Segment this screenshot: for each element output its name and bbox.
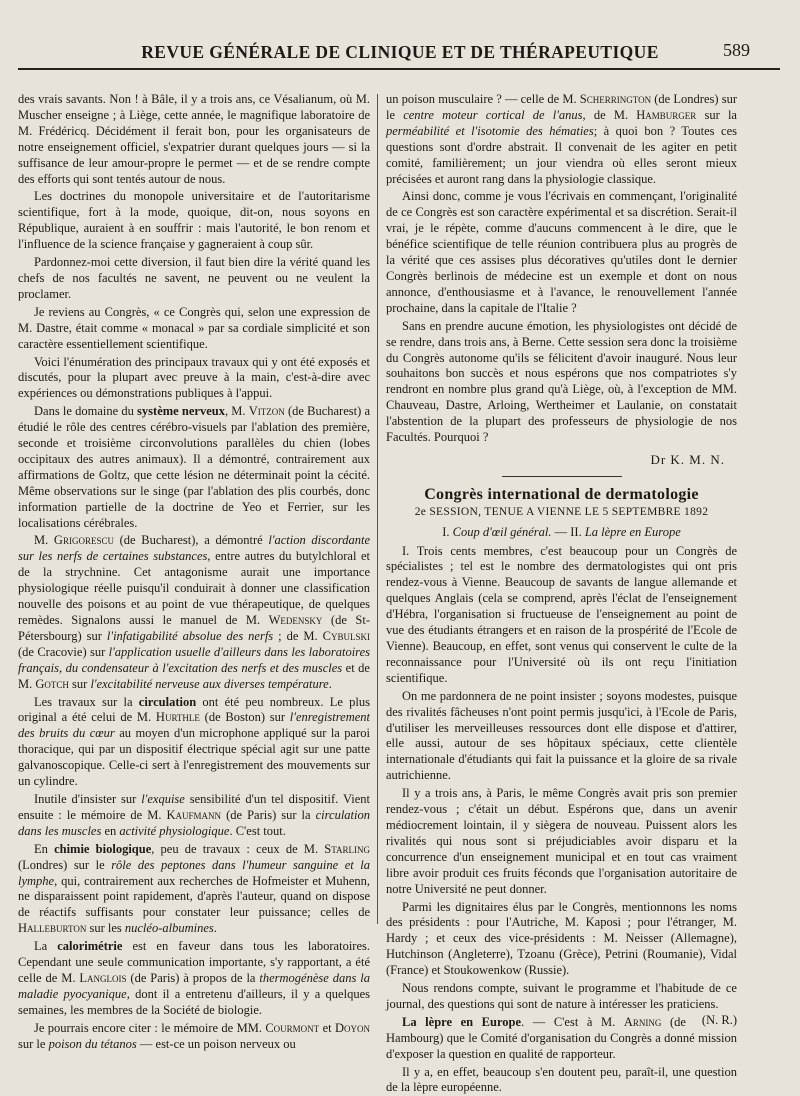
journal-title: REVUE GÉNÉRALE DE CLINIQUE ET DE THÉRAPEUTIQUE	[141, 42, 659, 62]
author-name: Doyon	[334, 1020, 370, 1035]
paragraph: La lèpre en Europe. — C'est à M. Arning (de Hambourg) que le Comité d'organisation du Congrès a donné mission d'exposer la question en qualité de rapporteur.	[386, 1014, 737, 1061]
paragraph: Les doctrines du monopole universitaire et de l'autoritarisme scientifique, fort à la mode, quoique, dit-on, nous soyons en République, auraient à en souffrir : mais l'autorité, le bon renom et l'influence de la science française y gagneraient à coup sûr.	[18, 189, 370, 252]
section-divider	[502, 476, 622, 477]
section-title: Congrès international de dermatologie	[424, 485, 699, 503]
section-parts: I. Coup d'œil général. — II. La lèpre en Europe	[442, 524, 681, 539]
page-number: 589	[723, 40, 750, 60]
author-name: Gotch	[35, 676, 69, 691]
author-name: Starling	[324, 841, 371, 856]
paragraph: La calorimétrie est en faveur dans tous les laboratoires. Cependant une seule communication importante, s'y rapportant, a été celle de M. Langlois (de Paris) à propos de la thermogénèse dans la maladie pyocyanique, dont il a entretenu d'ailleurs, il y a quelques semaines, les membres de la Société de biologie.	[18, 939, 370, 1017]
author-name: Arning	[623, 1014, 662, 1029]
paragraph: I. Trois cents membres, c'est beaucoup pour un Congrès de spécialistes ; tel est le nombre des dermatologistes qui ont pris rendez-vous à Vienne. Beaucoup de savants de langue allemande et quelques Anglais (cela se comprend, après l'éclat de l'enseignement d'Hébra, l'organisation si fructueuse de l'enseignement au point de vue des étudiants étrangers et en raison de la prospérité de l'Ecole de Vienne). Beaucoup, en effet, sont venus qui conservent le culte de la reconnaissance pour l'Université où ils ont reçu l'initiation scientifique.	[386, 543, 737, 685]
paragraph: Ainsi donc, comme je vous l'écrivais en commençant, l'originalité de ce Congrès est son caractère expérimental et sa discrétion. Serait-il vrai, je le répète, comme d'aucuns commencent à le dire, que le bénéfice scientifique de telle réunion contribuera plus au progrès de la vérité que ces assises plus décoratives qu'utiles dont le dernier Congrès berlinois de médecine est un exemple et dont on nous annonce, d'enthousiasme et à l'avance, le renouvellement l'année prochaine, dans la capitale de l'Italie ?	[386, 189, 737, 315]
signature: Dr K. M. N.	[650, 451, 725, 467]
paragraph: Dans le domaine du système nerveux, M. Vitzon (de Bucharest) a étudié le rôle des centres cérébro-visuels par l'ablation des première, seconde et troisième circonvolutions parallèles du chien (lobes occipitaux des autres animaux). Il a démontré, contrairement aux affirmations de Goltz, que cette lésion ne déterminait point la cécité. Même observations sur le singe (par l'ablation des plis courbés, donc information partielle de la doctrine de Yeo et Ferrier, sur les localisations cérébrales.	[18, 404, 370, 530]
paragraph: Il y a trois ans, à Paris, le même Congrès avait pris son premier rendez-vous ; c'était un début. Espérons que, dans un avenir médiocrement lointain, il y siègera de nouveau. Puissent alors les rivalités qui nous sont si préjudiciables avoir disparu et la concurrence d'un enseignement municipal et en tout cas vraiment libre avoir produit ces fruits féconds que l'organisation autoritaire de notre Université ne peut donner.	[386, 786, 737, 896]
author-name: Hurthle	[155, 710, 200, 725]
paragraph: Voici l'énumération des principaux travaux qui y ont été exposés et discutés, pour la plupart avec preuve à la main, c'est-à-dire avec expériences ou démonstrations publiques à l'appui.	[18, 354, 370, 401]
paragraph: Sans en prendre aucune émotion, les physiologistes ont décidé de se rendre, dans trois ans, à Berne. Cette session sera donc la troisième du Congrès autonome qu'ils se félicitent d'avoir inauguré. Nous leur souhaitons bon succès et nous espérons que nos compatriotes s'y rendront en nombre plus grand qu'à Liège, où, à l'exception de MM. Chauveau, Dastre, Arloing, Wertheimer et Laulanie, on constatait l'abstention de la plupart des professeurs de physiologie de nos Facultés. Pourquoi ?	[386, 318, 737, 445]
paragraph: Parmi les dignitaires élus par le Congrès, mentionnons les noms des présidents : pour l'Autriche, M. Kaposi ; pour l'étranger, M. Hardy ; et ceux des vice-présidents : M. Neisser (Allemagne), Hutchinson (Angleterre), Tzoanu (Grèce), Petrini (Roumanie), Vidal (France) et Stoukowenkow (Russie).	[386, 899, 737, 978]
editor-note: (N. R.)	[701, 1012, 737, 1027]
paragraph: un poison musculaire ? — celle de M. Scherrington (de Londres) sur le centre moteur cortical de l'anus, de M. Hamburger sur la perméabilité et l'isotomie des hématies; à quoi bon ? Toutes ces questions sont d'ordre abstrait. Il convenait de les agiter en petit comité, familièrement; un jour viendra où elles seront mieux précisées et auront rang dans la physiologie classique.	[386, 92, 737, 186]
author-name: Vitzon	[248, 404, 285, 419]
author-name: Wedensky	[268, 613, 323, 627]
paragraph: M. Grigorescu (de Bucharest), a démontré l'action discordante sur les nerfs de certaines substances, entre autres du butylchloral et de la strychnine. Cet antagonisme aurait une importance physiologique réelle puisqu'il conduirait à donner une classification nouvelle des poisons et au point de vue thérapeutique, de quelques remèdes. Signalons aussi le manuel de M. Wedensky (de St-Pétersbourg) sur l'infatigabilité absolue des nerfs ; de M. Cybulski (de Cracovie) sur l'application usuelle d'ailleurs dans les laboratoires français, du condensateur à l'excitation des nerfs et des muscles et de M. Gotch sur l'excitabilité nerveuse aux diverses température.	[18, 533, 370, 691]
author-name: Kaufmann	[166, 807, 222, 822]
paragraph: Inutile d'insister sur l'exquise sensibilité d'un tel dispositif. Vient ensuite : le mémoire de M. Kaufmann (de Paris) sur la circulation dans les muscles en activité physiologique. C'est tout.	[18, 791, 370, 838]
header-rule	[18, 68, 780, 70]
topic-heading: La lèpre en Europe	[402, 1014, 522, 1029]
author-name: Grigorescu	[53, 533, 114, 548]
paragraph: Il y a, en effet, beaucoup s'en doutent peu, paraît-il, une question de la lèpre européenne.	[386, 1064, 737, 1095]
author-name: Courmont	[265, 1020, 320, 1035]
running-head	[18, 38, 782, 68]
topic-heading: calorimétrie	[57, 939, 123, 954]
author-name: Hamburger	[636, 107, 697, 122]
topic-heading: chimie biologique	[54, 841, 152, 856]
paragraph: Je pourrais encore citer : le mémoire de MM. Courmont et Doyon sur le poison du tétanos — est-ce un poison nerveux ou	[18, 1020, 370, 1051]
author-name: Scherrington	[579, 92, 652, 106]
column-separator	[377, 94, 378, 924]
paragraph: On me pardonnera de ne point insister ; soyons modestes, puisque des rivalités fâcheuses n'ont point permis jusqu'ici, à l'Ecole de Paris, d'utiliser les merveilleuses ressources dont elle dispose et d'attirer, elle aussi, autour de ses hôpitaux spéciaux, cette clientèle internationale d'étudiants qui fait la puissance et la gloire de sa rivale autrichienne.	[386, 688, 737, 783]
paragraph: En chimie biologique, peu de travaux : ceux de M. Starling (Londres) sur le rôle des peptones dans l'humeur sanguine et la lymphe, qui, contrairement aux recherches de Hofmeister et Muhenn, ne disparaissent point rapidement, d'après l'auteur, quand on dispose de réactifs suffisants pour constater leur puissance; celles de Halleburton sur les nucléo-albumines.	[18, 841, 371, 936]
section-subtitle: 2e SESSION, TENUE A VIENNE LE 5 SEPTEMBRE 1892	[414, 505, 709, 518]
paragraph: Pardonnez-moi cette diversion, il faut bien dire la vérité quand les chefs de nos facultés ne savent, ne peuvent ou ne veulent la proclamer.	[18, 255, 370, 301]
author-name: Cybulski	[322, 628, 370, 643]
paragraph: des vrais savants. Non ! à Bâle, il y a trois ans, ce Vésalianum, où M. Muscher enseigne ; à Liège, cette année, le magnifique laboratoire de M. Frédéricq. Décidément il ferait bon, pour les organisateurs de notre enseignement officiel, s'expatrier durant quelques jours — si la suffisance de leur amour-propre le permet — et de se rendre compte des efforts qui sont tentés autour de nous.	[18, 92, 370, 186]
author-name: Langlois	[79, 970, 127, 985]
right-column	[386, 92, 737, 1095]
paragraph: Les travaux sur la circulation ont été peu nombreux. Le plus original a été celui de M. Hurthle (de Boston) sur l'enregistrement des bruits du cœur au moyen d'un microphone appliqué sur la paroi thoracique, qui par un dispositif électrique spécial agit sur une patte galvanoscopique. Celle-ci sert à l'enregistrement des mouvements sur un cylindre.	[18, 694, 370, 789]
left-column	[18, 92, 371, 1051]
paragraph: Nous rendons compte, suivant le programme et l'habitude de ce journal, des questions qui sont de nature à intéresser les praticiens. (N. R.)	[386, 981, 737, 1027]
topic-heading: système nerveux	[137, 404, 225, 419]
topic-heading: circulation	[138, 694, 197, 709]
paragraph: Je reviens au Congrès, « ce Congrès qui, selon une expression de M. Dastre, était comme « monacal » par sa cordiale simplicité et son caractère essentiellement scientifique.	[18, 304, 370, 351]
author-name: Halleburton	[18, 921, 87, 936]
